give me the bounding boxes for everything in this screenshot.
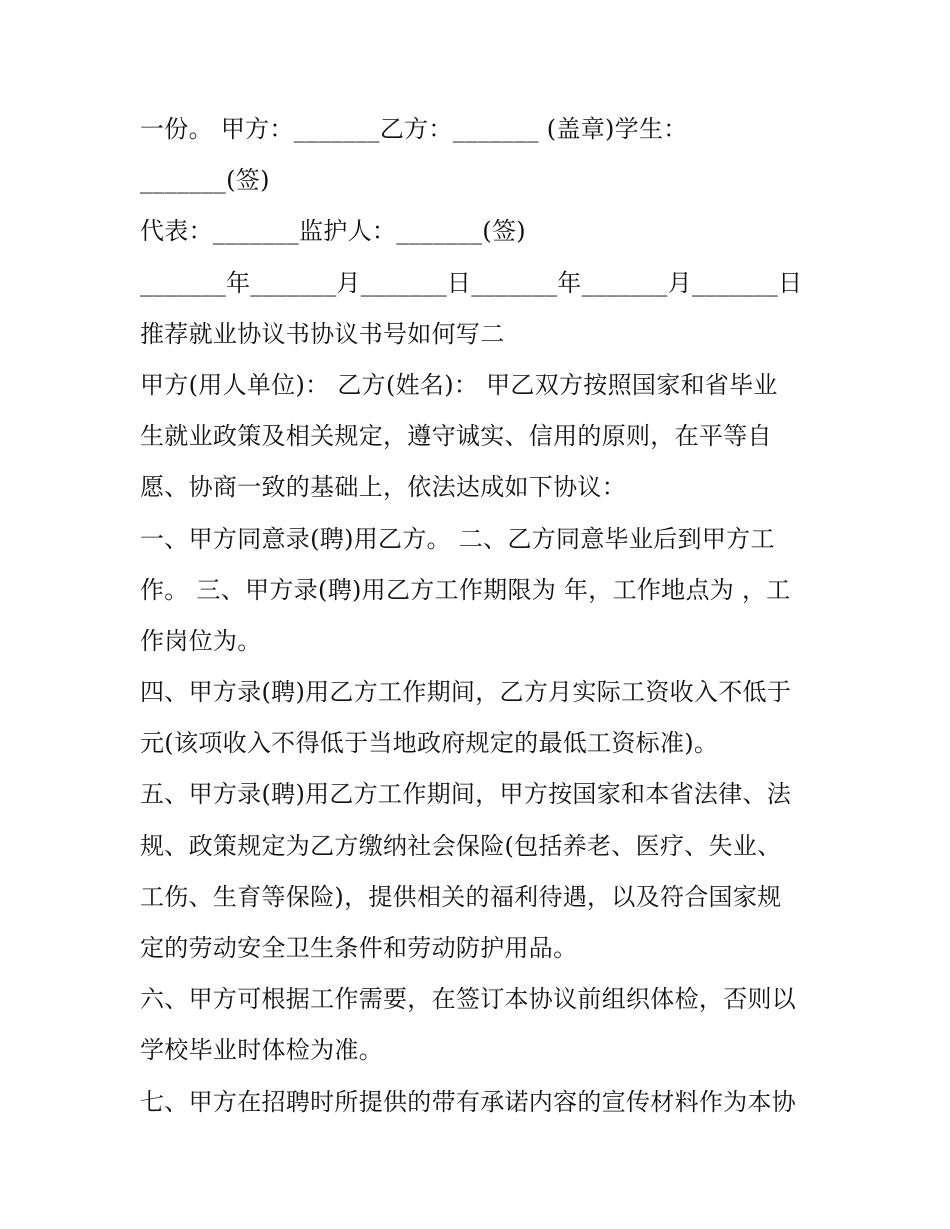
paragraph-line: 愿、协商一致的基础上，依法达成如下协议： (140, 473, 626, 502)
paragraph-line: 生就业政策及相关规定，遵守诚实、信用的原则，在平等自 (140, 422, 772, 451)
clause-line: 工伤、生育等保险)，提供相关的福利待遇，以及符合国家规 (140, 882, 782, 911)
signature-line-representative: 代表：_______监护人：_______(签) (140, 217, 526, 246)
clause-line: 一、甲方同意录(聘)用乙方。 二、乙方同意毕业后到甲方工 (140, 524, 775, 553)
clause-line: 作。 三、甲方录(聘)用乙方工作期限为 年，工作地点为 ，工 (140, 575, 791, 604)
clause-line: 七、甲方在招聘时所提供的带有承诺内容的宣传材料作为本协 (140, 1087, 797, 1116)
document-body (140, 104, 820, 1128)
clause-line: 六、甲方可根据工作需要，在签订本协议前组织体检，否则以 (140, 985, 797, 1014)
signature-line-dates: _______年_______月_______日_______年_______月_______日 (140, 268, 803, 297)
clause-line: 五、甲方录(聘)用乙方工作期间，甲方按国家和本省法律、法 (140, 780, 792, 809)
clause-line: 学校毕业时体检为准。 (140, 1036, 383, 1065)
section-heading: 推荐就业协议书协议书号如何写二 (140, 319, 505, 348)
clause-line: 定的劳动安全卫生条件和劳动防护用品。 (140, 934, 578, 962)
signature-line-parties: 一份。 甲方：_______乙方：_______ (盖章)学生： (140, 115, 688, 143)
clause-line: 作岗位为。 (140, 626, 262, 655)
paragraph-line: 甲方(用人单位)： 乙方(姓名)： 甲乙双方按照国家和省毕业 (140, 370, 778, 399)
clause-line: 四、甲方录(聘)用乙方工作期间，乙方月实际工资收入不低于 (140, 678, 792, 707)
signature-line-student-sign: _______(签) (140, 166, 270, 195)
clause-line: 规、政策规定为乙方缴纳社会保险(包括养老、医疗、失业、 (140, 831, 782, 860)
clause-line: 元(该项收入不得低于当地政府规定的最低工资标准)。 (140, 729, 719, 758)
